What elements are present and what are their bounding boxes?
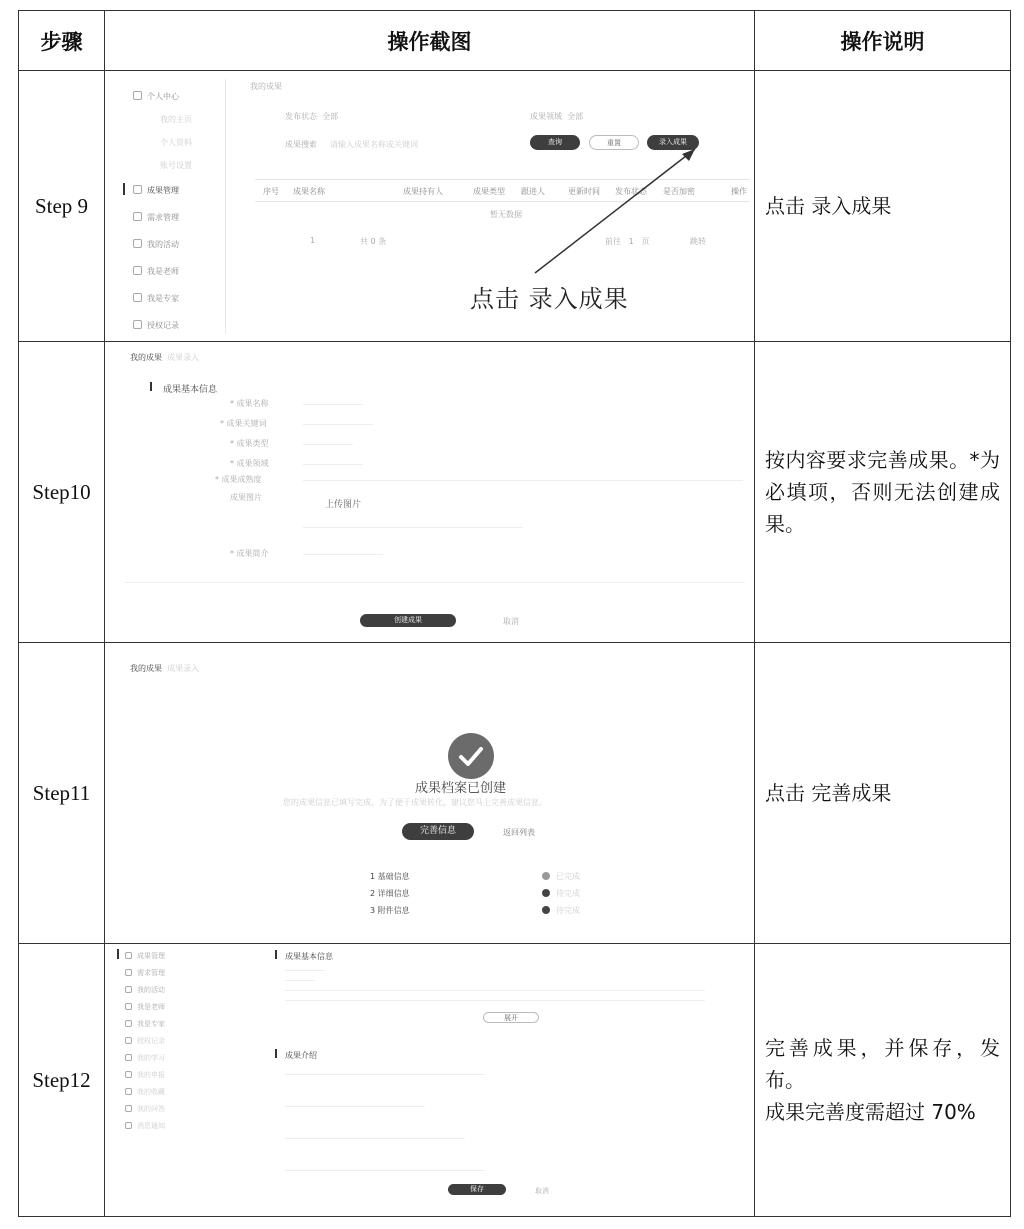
screenshot-step11 [105, 643, 755, 944]
description: 点击 完善成果 [755, 643, 1011, 944]
step-label: Step10 [19, 342, 105, 643]
checklist-item: 2 详细信息 [370, 889, 410, 898]
heart-icon [125, 952, 132, 959]
empty-text: 暂无数据 [490, 210, 522, 219]
create-button[interactable]: 创建成果 [360, 614, 456, 627]
field-label: * 成果名称 [230, 399, 269, 408]
sidebar-item-demand[interactable]: 需求管理 [133, 212, 179, 223]
cancel-button[interactable]: 取消 [535, 1187, 549, 1195]
section-title: 成果基本信息 [163, 385, 218, 395]
field-label: * 成果类型 [230, 439, 269, 448]
table-row-step9 [19, 71, 1011, 342]
checklist-state: 待完成 [542, 888, 580, 899]
field-label: * 成果成熟度 [215, 475, 262, 484]
user-icon [133, 266, 142, 275]
sidebar-subitem[interactable]: 我的主页 [160, 115, 192, 124]
section-title: 成果基本信息 [285, 952, 333, 961]
breadcrumb: 我的成果 成果录入 [130, 664, 200, 673]
entry-button[interactable]: 录入成果 [647, 135, 699, 150]
success-subtitle: 您的成果信息已填写完成，为了便于成果转化，建议您马上完善成果信息。 [283, 798, 547, 807]
section-title: 成果介绍 [285, 1051, 317, 1060]
screenshot-step9: 我的成果 个人中心 我的主页 个人资料 账号设置 成果管理 需求管理 我的活动 我是老师 我是专家 授权记录 发布状态 全部 成果领域 全部 成果搜索 请输入成果名称或关键词 查询 重置 录入成果 序号 成果名称 成果持有人 成果类型 跟进人 更新时间 发布状态 是否加密 操作 暂无数据 1 共 0 条 前往 1 页 跳转 点击 录入成果 [105, 71, 755, 342]
search-input[interactable]: 请输入成果名称或关键词 [330, 140, 418, 149]
screenshot-step10 [105, 342, 755, 643]
user-icon [125, 1020, 132, 1027]
pager-next[interactable]: 跳转 [690, 237, 706, 246]
header-description: 操作说明 [755, 11, 1011, 71]
callout-text: 点击 录入成果 [470, 285, 629, 313]
header-step: 步骤 [19, 11, 105, 71]
query-button[interactable]: 查询 [530, 135, 580, 150]
pager-page[interactable]: 1 [310, 236, 316, 245]
back-to-list-button[interactable]: 返回列表 [503, 828, 535, 837]
heart-icon [133, 91, 142, 100]
check-icon [448, 733, 494, 779]
user-icon [125, 1037, 132, 1044]
step-label: Step11 [19, 643, 105, 944]
sidebar-item[interactable]: 授权记录 [125, 1036, 165, 1046]
file-icon [125, 1071, 132, 1078]
sidebar-item[interactable]: 消息通知 [125, 1121, 165, 1131]
sidebar-item[interactable]: 我的学习 [125, 1053, 165, 1063]
filter-field[interactable]: 成果领域 全部 [530, 112, 584, 121]
active-indicator [123, 183, 125, 195]
sidebar-item[interactable]: 需求管理 [125, 968, 165, 978]
alert-circle-icon [542, 889, 550, 897]
table-row-step11 [19, 643, 1011, 944]
sidebar-item-results[interactable]: 成果管理 [133, 185, 179, 196]
flag-icon [133, 239, 142, 248]
checklist-state: 已完成 [542, 871, 580, 882]
sidebar-item-expert[interactable]: 我是专家 [133, 293, 179, 304]
checklist-item: 1 基础信息 [370, 872, 410, 881]
sidebar-subitem[interactable]: 账号设置 [160, 161, 192, 170]
user-icon [133, 293, 142, 302]
checklist-state: 待完成 [542, 905, 580, 916]
breadcrumb: 我的成果 成果录入 [130, 353, 200, 362]
check-circle-icon [542, 872, 550, 880]
sidebar-subitem[interactable]: 个人资料 [160, 138, 192, 147]
header-screenshot: 操作截图 [105, 11, 755, 71]
complete-info-button[interactable]: 完善信息 [402, 823, 474, 840]
field-label: 成果图片 [230, 493, 262, 502]
search-label: 成果搜索 [285, 140, 317, 149]
sidebar-item[interactable]: 成果管理 [125, 951, 165, 961]
description-line: 成果完善度需超过 70% [765, 1100, 976, 1124]
steps-table [18, 10, 1011, 1217]
heart-icon [133, 185, 142, 194]
sidebar-item-personal[interactable]: 个人中心 [133, 91, 179, 102]
book-icon [125, 1054, 132, 1061]
sidebar-item[interactable]: 我是专家 [125, 1019, 165, 1029]
step-label: Step12 [19, 944, 105, 1217]
close-circle-icon [542, 906, 550, 914]
screenshot-step12 [105, 944, 755, 1217]
table-row-step12 [19, 944, 1011, 1217]
field-label: * 成果领域 [230, 459, 269, 468]
list-icon [133, 212, 142, 221]
reset-button[interactable]: 重置 [589, 135, 639, 150]
save-button[interactable]: 保存 [448, 1184, 506, 1195]
header-row [19, 11, 1011, 71]
description: 点击 录入成果 [755, 71, 1011, 342]
cancel-button[interactable]: 取消 [503, 617, 519, 626]
filter-status[interactable]: 发布状态 全部 [285, 112, 339, 121]
expand-button[interactable]: 展开 [483, 1012, 539, 1023]
pager-goto[interactable]: 前往 1 页 [605, 237, 650, 246]
star-icon [125, 1088, 132, 1095]
success-title: 成果档案已创建 [415, 781, 507, 796]
list-icon [125, 969, 132, 976]
bell-icon [125, 1122, 132, 1129]
breadcrumb: 我的成果 [250, 82, 282, 91]
sidebar-item[interactable]: 我的活动 [125, 985, 165, 995]
user-icon [133, 320, 142, 329]
pager-total: 共 0 条 [360, 237, 387, 246]
table-row-step10 [19, 342, 1011, 643]
checklist-item: 3 附件信息 [370, 906, 410, 915]
sidebar-item[interactable]: 我的申报 [125, 1070, 165, 1080]
field-label: * 成果简介 [230, 549, 269, 558]
sidebar-item-auth[interactable]: 授权记录 [133, 320, 179, 331]
step-label: Step 9 [19, 71, 105, 342]
description: 按内容要求完善成果。*为必填项，否则无法创建成果。 [755, 342, 1011, 643]
flag-icon [125, 986, 132, 993]
field-label: * 成果关键词 [220, 419, 267, 428]
sidebar-item-teacher[interactable]: 我是老师 [133, 266, 179, 277]
description [755, 944, 1011, 1217]
sidebar-item[interactable]: 我是老师 [125, 1002, 165, 1012]
callout-arrow [525, 141, 705, 281]
upload-button[interactable]: 上传图片 [325, 500, 362, 510]
sidebar-item[interactable]: 我的收藏 [125, 1087, 165, 1097]
sidebar-item-activity[interactable]: 我的活动 [133, 239, 179, 250]
chat-icon [125, 1105, 132, 1112]
user-icon [125, 1003, 132, 1010]
sidebar-item[interactable]: 我的问答 [125, 1104, 165, 1114]
description-line: 完善成果，并保存，发布。 [765, 1036, 1000, 1092]
